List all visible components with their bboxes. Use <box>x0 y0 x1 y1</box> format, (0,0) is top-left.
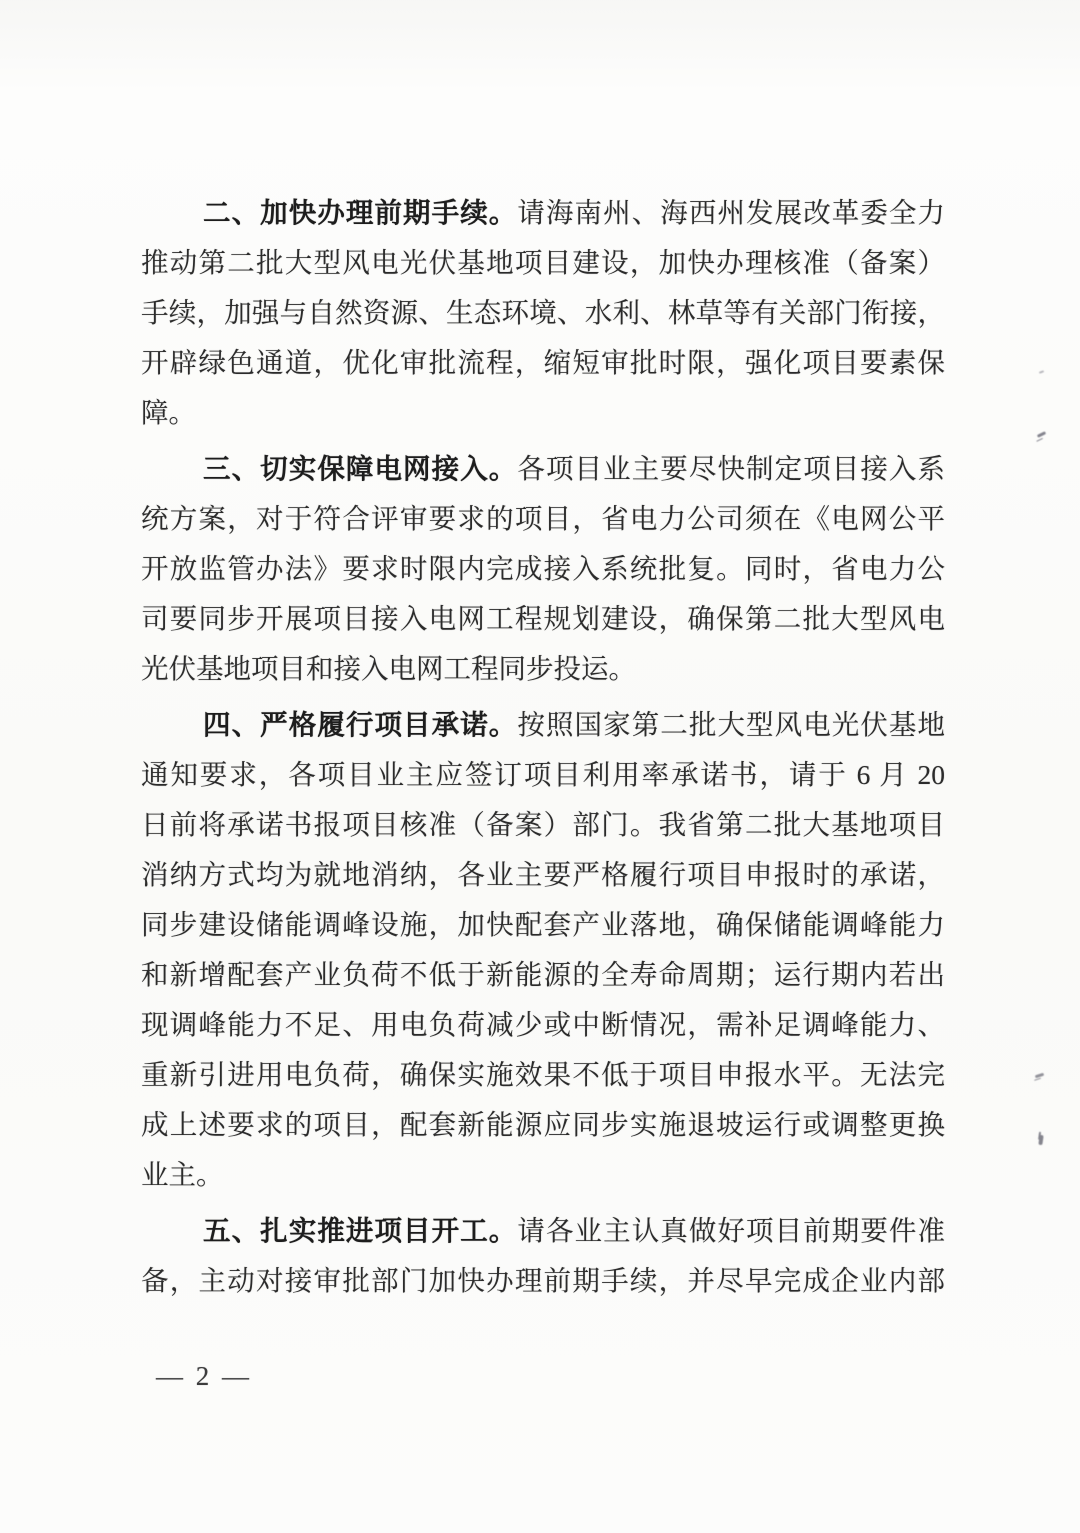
page-number: — 2 — <box>156 1361 252 1391</box>
text-line: 统方案，对于符合评审要求的项目，省电力公司须在《电网公平 <box>141 503 945 534</box>
scan-speck <box>1039 370 1044 374</box>
text-line: 成上述要求的项目，配套新能源应同步实施退坡运行或调整更换 <box>141 1109 945 1140</box>
text-line: 开放监管办法》要求时限内完成接入系统批复。同时，省电力公 <box>141 553 945 584</box>
text-line: 推动第二批大型风电光伏基地项目建设，加快办理核准（备案） <box>141 247 945 278</box>
text-line: 司要同步开展项目接入电网工程规划建设，确保第二批大型风电 <box>141 603 945 634</box>
text-line: 备，主动对接审批部门加快办理前期手续，并尽早完成企业内部 <box>141 1265 945 1296</box>
text-line: 四、严格履行项目承诺。按照国家第二批大型风电光伏基地 <box>203 709 945 740</box>
text-line: 开辟绿色通道，优化审批流程，缩短审批时限，强化项目要素保 <box>141 347 945 378</box>
text-line: 重新引进用电负荷，确保实施效果不低于项目申报水平。无法完 <box>141 1059 945 1090</box>
document-body <box>141 188 945 1306</box>
section-heading: 四、严格履行项目承诺。 <box>203 709 518 740</box>
paragraph <box>141 1206 945 1306</box>
text-line: 光伏基地项目和接入电网工程同步投运。 <box>141 653 636 684</box>
scan-speck <box>1035 1073 1044 1079</box>
text-line: 消纳方式均为就地消纳，各业主要严格履行项目申报时的承诺， <box>141 859 945 890</box>
scan-speck <box>1037 431 1046 438</box>
scan-speck <box>1038 1135 1043 1145</box>
section-heading: 二、加快办理前期手续。 <box>203 197 518 228</box>
text-line: 业主。 <box>141 1159 224 1190</box>
section-heading: 三、切实保障电网接入。 <box>203 453 518 484</box>
text-line: 五、扎实推进项目开工。请各业主认真做好项目前期要件准 <box>203 1215 945 1246</box>
text-line: 同步建设储能调峰设施，加快配套产业落地，确保储能调峰能力 <box>141 909 945 940</box>
text-line: 三、切实保障电网接入。各项目业主要尽快制定项目接入系 <box>203 453 945 484</box>
text-line: 二、加快办理前期手续。请海南州、海西州发展改革委全力 <box>203 197 945 228</box>
paragraph <box>141 700 945 1200</box>
text-line: 手续，加强与自然资源、生态环境、水利、林草等有关部门衔接， <box>141 297 945 328</box>
section-heading: 五、扎实推进项目开工。 <box>203 1215 518 1246</box>
text-line: 日前将承诺书报项目核准（备案）部门。我省第二批大基地项目 <box>141 809 945 840</box>
paragraph <box>141 188 945 438</box>
text-line: 和新增配套产业负荷不低于新能源的全寿命周期；运行期内若出 <box>141 959 945 990</box>
text-line: 现调峰能力不足、用电负荷减少或中断情况，需补足调峰能力、 <box>141 1009 945 1040</box>
text-line: 通知要求，各项目业主应签订项目利用率承诺书，请于 6 月 20 <box>141 759 945 790</box>
paragraph <box>141 444 945 694</box>
text-line: 障。 <box>141 397 196 428</box>
